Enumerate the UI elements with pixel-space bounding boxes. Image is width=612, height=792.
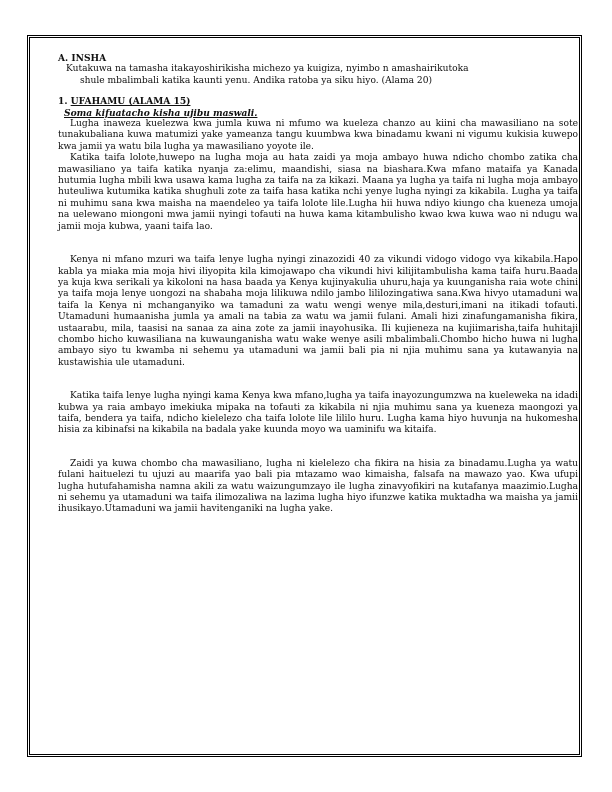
section-1-heading	[58, 96, 578, 107]
paragraph-4: Katika taifa lenye lugha nyingi kama Kenya kwa mfano,lugha ya taifa inayozungumzwa na kueleweka na idadi kubwa ya raia ambayo imekiuka mipaka na tofauti za kikabila ni njia muhimu sana ya kueneza maongozi ya taifa, bendera ya taifa, ndicho kielelezo cha taifa lolote lile lililo huru. Lugha kama hiyo huvunja na hukomesha hisia za kibinafsi na kikabila na badala yake kuunda moyo wa uaminifu wa kitaifa.	[58, 391, 578, 436]
paragraph-3: Kenya ni mfano mzuri wa taifa lenye lugha nyingi zinazozidi 40 za vikundi vidogo vidogo vya kikabila.Hapo kabla ya miaka mia moja hivi iliyopita kila kimojawapo cha vikundi hivi kilijitambulisha kama taifa huru.Baada ya kuja kwa serikali ya kikoloni na hasa baada ya Kenya kujinyakulia uhuru,haja ya kuunganisha raia wote chini ya taifa moja lenye uongozi na shabaha moja lilikuwa ndilo jambo lililozingatiwa sana.Kwa hivyo utamaduni wa taifa la Kenya ni mchanganyiko wa tamaduni za watu wengi wenye mila,desturi,imani na itikadi tofauti. Utamaduni humaanisha jumla ya amali na tabia za watu wa jamii fulani. Amali hizi zinafungamanisha fikira, ustaarabu, mila, taasisi na sanaa za aina zote za jamii inayohusika. Ili kujieneza na kujiimarisha,taifa huhitaji chombo hicho kuwasiliana na kuwaunganisha watu wake wenye asili mbalimbali.Chombo hicho huwa ni lugha ambayo siyo tu kwamba ni sehemu ya utamaduni wa jamii bali pia ni njia muhimu sana ya kutawanyia na kustawishia ule utamaduni.	[58, 255, 578, 368]
document-body	[58, 53, 578, 516]
section-a-heading: A. INSHA	[58, 53, 107, 64]
section-a-line-2: shule mbalimbali katika kaunti yenu. Andika ratoba ya siku hiyo. (Alama 20)	[80, 75, 433, 86]
paragraph-gap	[58, 233, 578, 255]
section-1-title: UFAHAMU (ALAMA 15)	[70, 96, 191, 108]
paragraph-gap	[58, 437, 578, 459]
section-1-subtitle: Soma kifuatacho kisha ujibu maswali.	[64, 107, 258, 119]
paragraph-gap	[58, 369, 578, 391]
paragraph-5: Zaidi ya kuwa chombo cha mawasiliano, lugha ni kielelezo cha fikira na hisia za binadamu.Lugha ya watu fulani haituelezi tu ujuzi au maarifa yao bali pia mtazamo wao kimaisha, falsafa na mawazo yao. Kwa ufupi lugha hutufahamisha namna akili za watu waizungumzayo ile lugha zinavyofikiri na kutafanya maazimio.Lugha ni sehemu ya utamaduni wa taifa ilimozaliwa na lazima lugha hiyo ifunzwe katika muktadha wa maisha ya jamii ihusikayo.Utamaduni wa jamii havitenganiki na lugha yake.	[58, 458, 578, 515]
paragraph-2: Katika taifa lolote,huwepo na lugha moja au hata zaidi ya moja ambayo huwa ndicho chombo zatika cha mawasiliano ya taifa katika nyanja za:elimu, maandishi, siasa na biashara.Kwa mfano mataifa ya Kanada hutumia lugha mbili kwa usawa kama lugha za taifa na za kikazi. Maana ya lugha ya taifa ni lugha moja ambayo huteuliwa kutumika katika shughuli zote za taifa hasa katika nchi yenye lugha nyingi za kikabila. Lugha ya taifa ni muhimu sana kwa maisha na maendeleo ya taifa lolote lile.Lugha hii huwa ndiyo kiungo cha kueneza umoja na uelewano miongoni mwa jamii nyingi tofauti na huwa kama kitambulisho kwao kwa kuwa wao ni ndugu wa jamii moja kubwa, yaani taifa lao.	[58, 153, 578, 232]
section-a-line-1: Kutakuwa na tamasha itakayoshirikisha michezo ya kuigiza, nyimbo n amashairikutoka	[66, 64, 469, 75]
paragraph-1: Lugha inaweza kuelezwa kwa jumla kuwa ni mfumo wa kueleza chanzo au kiini cha mawasiliano na sote tunakubaliana kuwa matumizi yake yameanza tangu kuumbwa kwa binadamu kwani ni vigumu kukisia kuwepo kwa jamii ya watu bila lugha ya mawasiliano yoyote ile.	[58, 119, 578, 152]
section-a-instructions	[66, 64, 578, 87]
section-1-number: 1.	[58, 96, 68, 108]
